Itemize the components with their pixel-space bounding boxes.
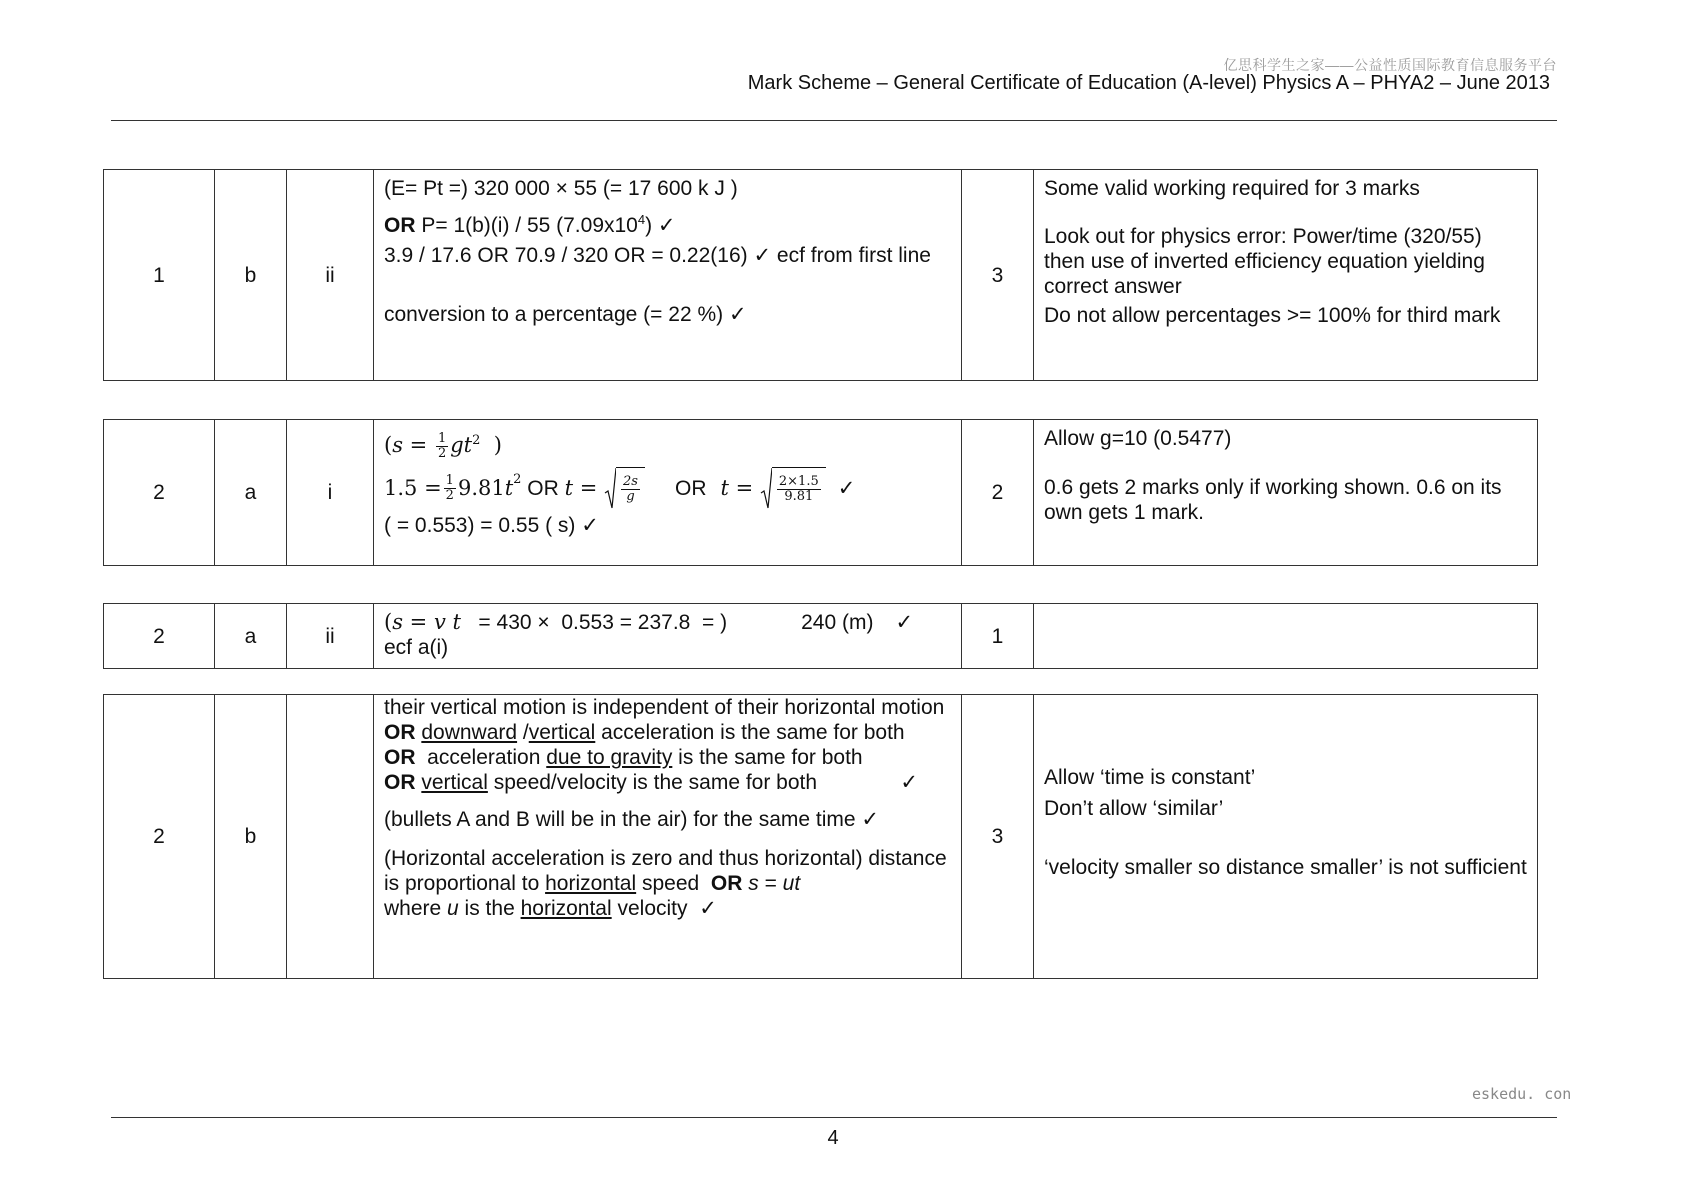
answer-text: )	[645, 214, 658, 237]
math-symbol: t	[720, 475, 729, 500]
guidance-line: Allow ‘time is constant’	[1044, 765, 1256, 789]
answer-text: acceleration is the same for both	[595, 721, 905, 744]
page-number: 4	[827, 1127, 839, 1149]
underlined-term: horizontal	[520, 897, 612, 920]
math-symbol: 1.5 =	[384, 475, 442, 500]
or-text: OR	[674, 476, 707, 500]
answer-cell	[374, 170, 962, 381]
guidance-cell	[1034, 420, 1538, 566]
answer-text: is the same for both	[672, 746, 863, 769]
math-symbol: ut	[782, 872, 801, 895]
guidance-line: 0.6 gets 2 marks only if working shown. 0.6 on its own gets 1 mark.	[1044, 476, 1502, 524]
underlined-term: vertical	[421, 771, 488, 794]
answer-value: 240 (m)	[801, 611, 874, 634]
mark-table-1bii	[103, 169, 1538, 381]
math-symbol: u	[447, 897, 459, 920]
document-title: Mark Scheme – General Certificate of Education (A-level) Physics A – PHYA2 – June 2013	[747, 72, 1550, 94]
marks-cell: 3	[962, 695, 1034, 979]
answer-text: ( = 0.553) = 0.55 ( s)	[384, 514, 582, 537]
math-symbol: s	[392, 610, 403, 634]
math-symbol: 9.81	[457, 475, 505, 500]
answer-text: speed	[636, 872, 711, 895]
guidance-cell	[1034, 170, 1538, 381]
guidance-line: Allow g=10 (0.5477)	[1044, 427, 1232, 450]
equation-line	[384, 467, 952, 509]
question-subpart	[287, 695, 374, 979]
footer-rule	[111, 1117, 1557, 1118]
answer-text: (bullets A and B will be in the air) for the same time	[384, 808, 862, 831]
square-root	[760, 467, 826, 509]
question-part: a	[215, 420, 287, 566]
mark-table-2aii	[103, 603, 1538, 669]
answer-cell	[374, 604, 962, 669]
answer-text: acceleration	[415, 746, 547, 769]
guidance-line: Some valid working required for 3 marks	[1044, 177, 1420, 200]
math-symbol: s	[742, 872, 759, 895]
answer-text: speed/velocity is the same for both	[487, 771, 818, 794]
check-mark-icon: ✓	[895, 611, 914, 634]
answer-line: (E= Pt =) 320 000 × 55 (= 17 600 k J )	[384, 177, 738, 200]
fraction: $\frac{2\times 1.5}{9.81}$	[778, 474, 819, 504]
or-keyword: OR	[384, 214, 416, 237]
check-mark-icon: ✓	[728, 303, 747, 326]
math-symbol: t	[564, 475, 574, 500]
check-mark-icon: ✓	[837, 476, 856, 500]
question-number: 1	[104, 170, 215, 381]
or-keyword: OR	[710, 872, 743, 895]
guidance-line: Do not allow percentages >= 100% for third mark	[1044, 304, 1501, 327]
fraction: $\frac{1}{2}$	[445, 472, 454, 503]
question-part: b	[215, 170, 287, 381]
answer-text: (Horizontal acceleration is zero and thus horizontal) distance is proportional to	[384, 847, 947, 895]
marks-cell: 1	[962, 604, 1034, 669]
math-symbol: v t	[433, 610, 461, 634]
guidance-line: Look out for physics error: Power/time (320/55) then use of inverted efficiency equation yielding correct answer	[1044, 225, 1485, 298]
question-part: b	[215, 695, 287, 979]
question-subpart: i	[287, 420, 374, 566]
answer-line: ecf a(i)	[384, 636, 449, 659]
question-subpart: ii	[287, 604, 374, 669]
square-root	[604, 467, 645, 509]
answer-text: P= 1(b)(i) / 55 (7.09x10	[415, 214, 638, 237]
exponent: 2	[513, 472, 522, 487]
answer-line: ( s = v t = 430 × 0.553 = 237.8 = ) 240 (m) ✓	[384, 610, 914, 634]
math-symbol: =	[402, 433, 434, 457]
answer-text: velocity	[611, 897, 700, 920]
exponent: 2	[472, 433, 481, 448]
underlined-term: due to gravity	[546, 746, 673, 769]
answer-text: is the	[458, 897, 521, 920]
exponent: 4	[637, 212, 646, 227]
mark-table-2b	[103, 694, 1538, 979]
answer-text: =	[758, 872, 783, 895]
answer-text: /	[517, 721, 529, 744]
or-keyword: OR	[384, 746, 416, 769]
check-mark-icon: ✓	[900, 771, 918, 794]
answer-cell	[374, 420, 962, 566]
mark-table-2ai	[103, 419, 1538, 566]
answer-cell	[374, 695, 962, 979]
question-part: a	[215, 604, 287, 669]
answer-line	[384, 207, 952, 238]
answer-line	[384, 846, 952, 896]
header-rule	[111, 120, 1557, 121]
question-number: 2	[104, 604, 215, 669]
or-keyword: OR	[384, 721, 416, 744]
check-mark-icon: ✓	[861, 808, 880, 831]
header-watermark: 亿思科学生之家——公益性质国际教育信息服务平台	[1223, 57, 1557, 73]
check-mark-icon: ✓	[753, 244, 772, 267]
guidance-line: ‘velocity smaller so distance smaller’ is not sufficient	[1044, 855, 1527, 879]
question-subpart: ii	[287, 170, 374, 381]
underlined-term: horizontal	[545, 872, 637, 895]
answer-line	[384, 243, 952, 268]
underlined-term: downward	[421, 721, 518, 744]
check-mark-icon: ✓	[657, 214, 676, 237]
marks-cell: 3	[962, 170, 1034, 381]
fraction: $\frac{1}{2}$	[437, 431, 447, 461]
answer-text: where	[384, 897, 448, 920]
math-symbol: t	[504, 475, 514, 500]
math-symbol: =	[402, 610, 434, 634]
equation-line: (s = $\frac{1}{2}$ $gt^2$ )	[384, 431, 502, 461]
math-symbol: gt	[450, 433, 473, 457]
answer-text: 3.9 / 17.6 OR 70.9 / 320 OR = 0.22(16)	[384, 244, 754, 267]
answer-line	[384, 720, 952, 745]
check-mark-icon: ✓	[699, 897, 717, 920]
underlined-term: vertical	[528, 721, 596, 744]
answer-line	[384, 745, 952, 770]
answer-text: ecf from first line	[771, 244, 931, 267]
answer-line	[384, 770, 952, 795]
marks-cell: 2	[962, 420, 1034, 566]
answer-line	[384, 807, 952, 832]
answer-line	[384, 513, 952, 538]
or-text: OR	[521, 476, 565, 500]
answer-line	[384, 302, 952, 327]
answer-text: conversion to a percentage (= 22 %)	[384, 303, 729, 326]
math-symbol: s	[392, 433, 403, 457]
guidance-line: Don’t allow ‘similar’	[1044, 796, 1224, 820]
guidance-cell	[1034, 604, 1538, 669]
question-number: 2	[104, 420, 215, 566]
answer-line: their vertical motion is independent of their horizontal motion	[384, 696, 945, 719]
guidance-cell	[1034, 695, 1538, 979]
footer-watermark: eskedu. con	[1472, 1085, 1572, 1103]
check-mark-icon: ✓	[581, 514, 599, 537]
fraction: $\frac{2s}{g}$	[623, 474, 638, 504]
or-keyword: OR	[384, 771, 416, 794]
question-number: 2	[104, 695, 215, 979]
math-symbol: =	[728, 475, 760, 500]
answer-text: = 430 × 0.553 = 237.8 = )	[460, 611, 728, 634]
answer-line	[384, 896, 952, 921]
math-symbol: =	[573, 475, 605, 500]
